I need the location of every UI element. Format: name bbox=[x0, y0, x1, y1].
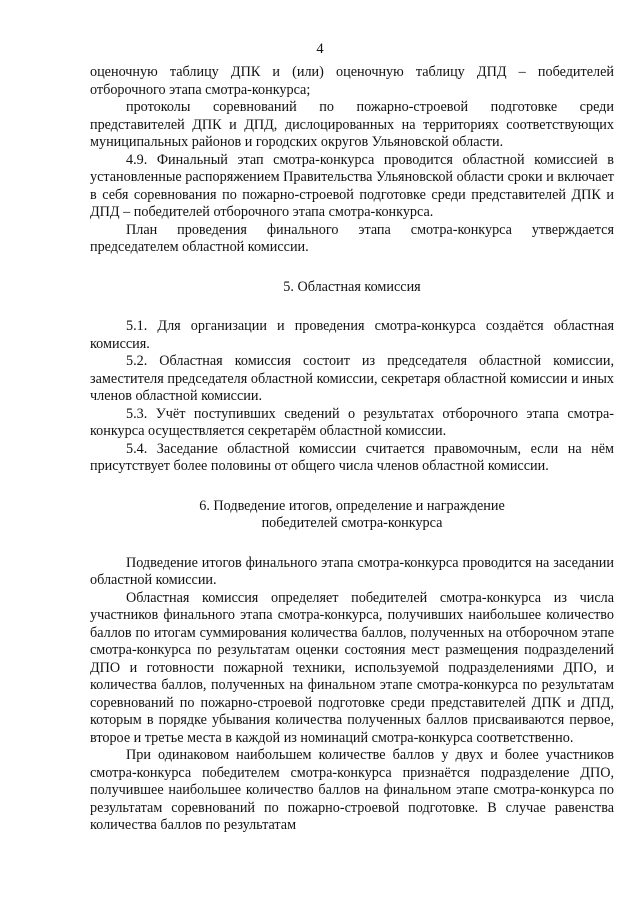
section-6-title-line2: победителей смотра-конкурса bbox=[261, 515, 443, 531]
section-6-title-line1: 6. Подведение итогов, определение и награждение bbox=[199, 497, 505, 514]
page-number: 4 bbox=[316, 41, 324, 57]
paragraph-5-2: 5.2. Областная комиссия состоит из председателя областной комиссии, заместителя председателя областной комиссии, секретаря областной комиссии и иных членов областной комиссии. bbox=[90, 353, 614, 404]
section-5-title: 5. Областная комиссия bbox=[283, 278, 421, 295]
paragraph-protocols: протоколы соревнований по пожарно-строевой подготовке среди представителей ДПК и ДПД, дислоцированных на территориях соответствующих муниципальных районов и городских округов Ульяновской области. bbox=[90, 99, 614, 150]
paragraph-6-tie: При одинаковом наибольшем количестве баллов у двух и более участников смотра-конкурса победителем смотра-конкурса признаётся подразделение ДПО, получившее наибольшее количество баллов на финальном этапе смотра-конкурса по результатам соревнований по пожарно-строевой подготовке. В случае равенства количества баллов по результатам bbox=[90, 747, 614, 833]
page-body bbox=[90, 64, 614, 835]
paragraph-final-plan: План проведения финального этапа смотра-конкурса утверждается председателем областной комиссии. bbox=[90, 221, 614, 255]
paragraph-5-4: 5.4. Заседание областной комиссии считается правомочным, если на нём присутствует более половины от общего числа членов областной комиссии. bbox=[90, 440, 614, 474]
paragraph-continuation: оценочную таблицу ДПК и (или) оценочную таблицу ДПД – победителей отборочного этапа смотра-конкурса; bbox=[90, 64, 614, 98]
paragraph-6-winners: Областная комиссия определяет победителей смотра-конкурса из числа участников финального этапа смотра-конкурса, получивших наибольшее количество баллов по итогам суммирования количества баллов, полученных на отборочном этапе смотра-конкурса по результатам оценки состояния мест размещения подразделений ДПО и готовности пожарной техники, используемой подразделениями ДПО, и количества баллов, полученных на финальном этапе смотра-конкурса по результатам соревнований по пожарно-строевой подготовке среди представителей ДПК и ДПД, которым в порядке убывания количества полученных баллов присваиваются первое, второе и третье места в каждой из номинаций смотра-конкурса соответственно. bbox=[90, 589, 614, 746]
paragraph-5-1: 5.1. Для организации и проведения смотра-конкурса создаётся областная комиссия. bbox=[90, 318, 614, 352]
paragraph-6-summary: Подведение итогов финального этапа смотра-конкурса проводится на заседании областной комиссии. bbox=[90, 554, 614, 588]
paragraph-5-3: 5.3. Учёт поступивших сведений о результатах отборочного этапа смотра-конкурса осуществляется секретарём областной комиссии. bbox=[90, 405, 614, 439]
paragraph-4-9: 4.9. Финальный этап смотра-конкурса проводится областной комиссией в установленные распоряжением Правительства Ульяновской области сроки и включает в себя соревнования по пожарно-строевой подготовке среди представителей ДПК и ДПД – победителей отборочного этапа смотра-конкурса. bbox=[90, 151, 614, 220]
